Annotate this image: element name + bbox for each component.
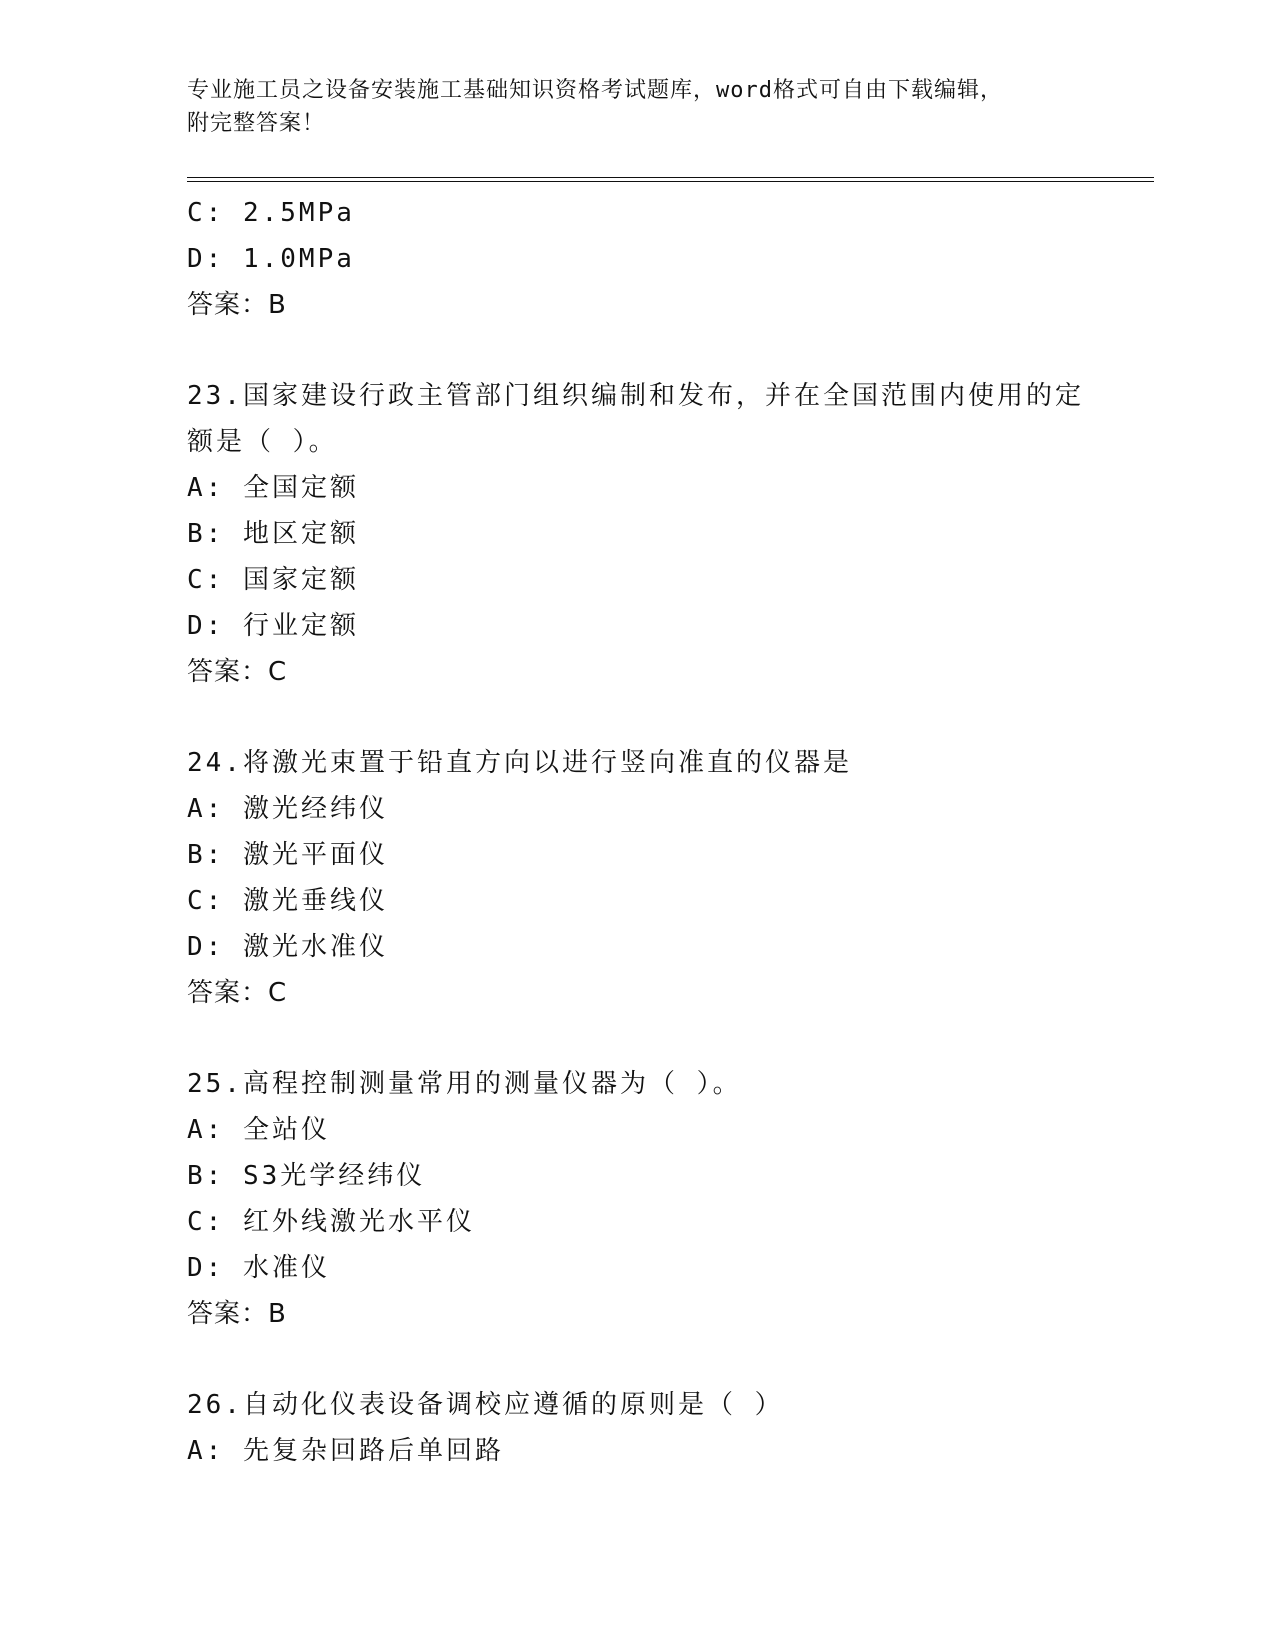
header-line-1: 专业施工员之设备安装施工基础知识资格考试题库，word格式可自由下载编辑， [187, 78, 1003, 103]
question-25 [187, 1061, 1147, 1337]
answer: 答案：B [187, 290, 287, 320]
option-a: A: 先复杂回路后单回路 [187, 1436, 504, 1466]
answer: 答案：B [187, 1299, 287, 1329]
answer: 答案：C [187, 657, 288, 687]
option-c: C: 红外线激光水平仪 [187, 1207, 475, 1237]
option-d: D: 水准仪 [187, 1253, 330, 1283]
question-23 [187, 373, 1147, 695]
question-24 [187, 740, 1147, 1016]
option-c: C: 国家定额 [187, 565, 359, 595]
header-line-2: 附完整答案！ [187, 111, 326, 136]
question-26 [187, 1382, 1147, 1474]
question-stem-continued: 额是（ ）。 [187, 427, 338, 457]
question-list [187, 190, 1147, 1474]
question-stem: 23.国家建设行政主管部门组织编制和发布，并在全国范围内使用的定 [187, 381, 1084, 411]
question-stem: 25.高程控制测量常用的测量仪器为（ ）。 [187, 1069, 742, 1099]
option-d: D: 1.0MPa [187, 244, 355, 274]
question-22-fragment [187, 190, 1147, 328]
question-stem: 26.自动化仪表设备调校应遵循的原则是（ ） [187, 1390, 784, 1420]
option-a: A: 全站仪 [187, 1115, 330, 1145]
option-a: A: 全国定额 [187, 473, 359, 503]
answer: 答案：C [187, 978, 288, 1008]
header-rule-top [187, 177, 1154, 178]
option-a: A: 激光经纬仪 [187, 794, 388, 824]
option-c: C: 激光垂线仪 [187, 886, 388, 916]
header-rule-bottom [187, 181, 1154, 182]
document-header [187, 74, 1087, 140]
option-b: B: 地区定额 [187, 519, 359, 549]
option-d: D: 行业定额 [187, 611, 359, 641]
option-b: B: S3光学经纬仪 [187, 1161, 426, 1191]
option-c: C: 2.5MPa [187, 198, 355, 228]
option-d: D: 激光水准仪 [187, 932, 388, 962]
option-b: B: 激光平面仪 [187, 840, 388, 870]
question-stem: 24.将激光束置于铅直方向以进行竖向准直的仪器是 [187, 748, 852, 778]
